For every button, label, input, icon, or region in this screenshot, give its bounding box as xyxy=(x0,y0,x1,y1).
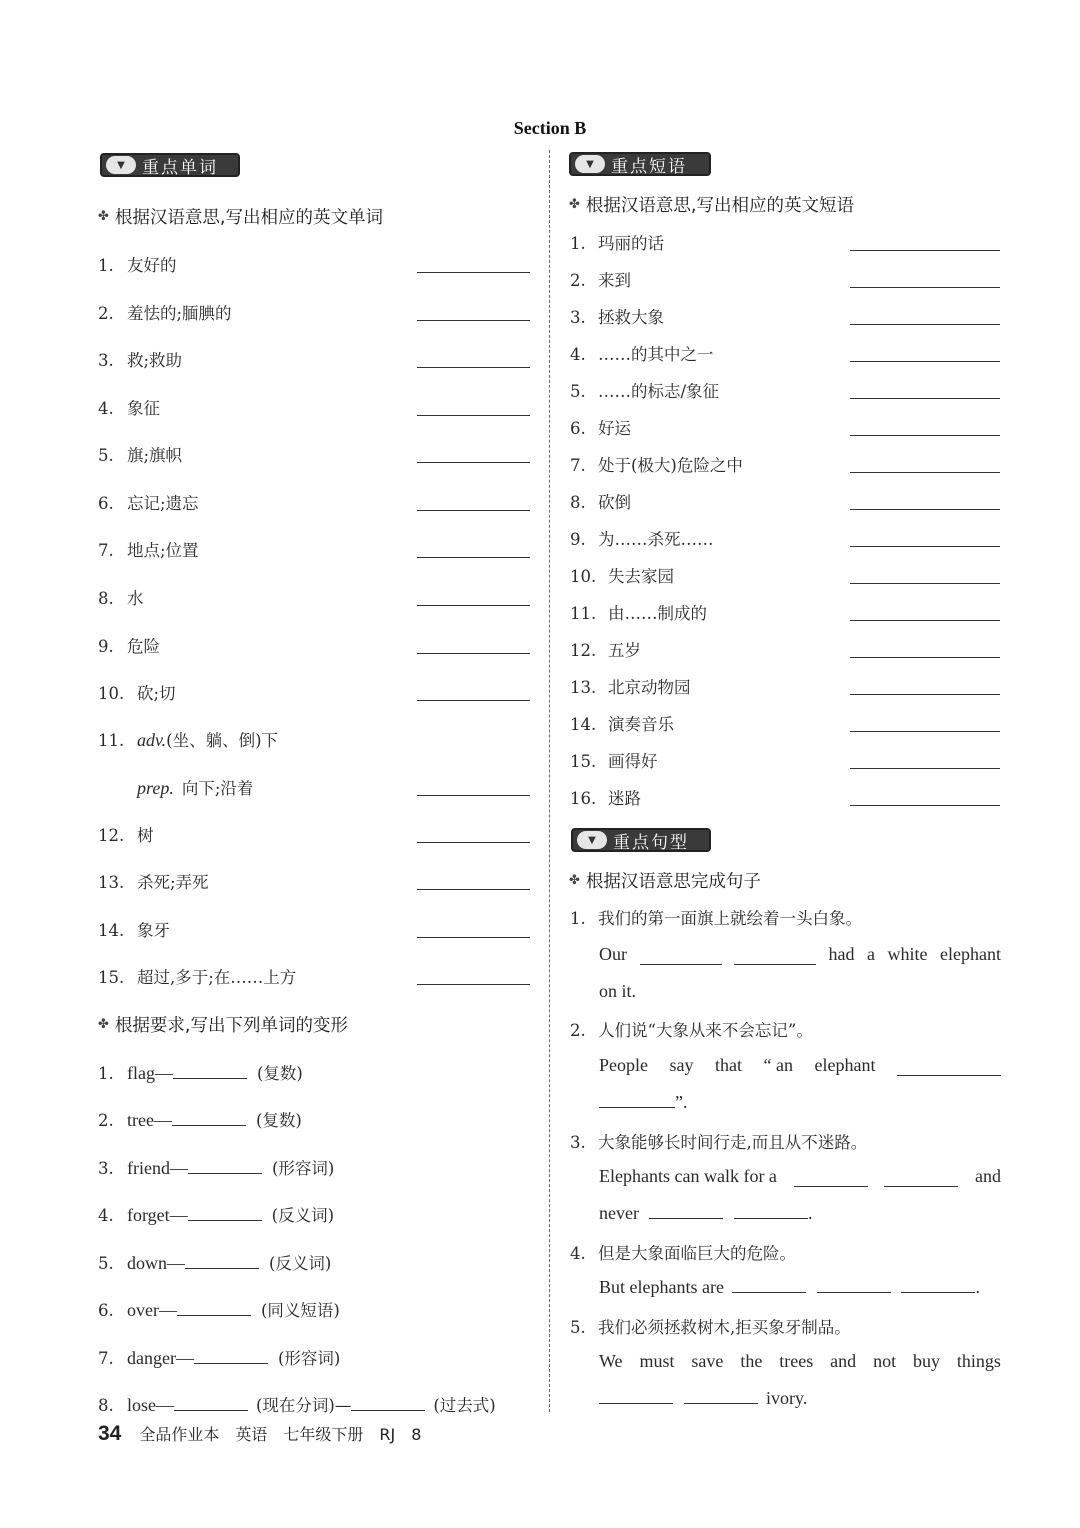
answer-blank[interactable] xyxy=(884,1172,958,1187)
answer-blank[interactable] xyxy=(173,1064,247,1079)
answer-blank[interactable] xyxy=(177,1301,251,1316)
answer-blank[interactable] xyxy=(649,1204,723,1219)
answer-blank[interactable] xyxy=(901,1278,975,1293)
sentence-4-line: But elephants are . xyxy=(599,1277,980,1297)
answer-blank[interactable] xyxy=(417,320,530,321)
answer-blank[interactable] xyxy=(417,889,530,890)
answer-blank[interactable] xyxy=(417,795,530,796)
answer-blank[interactable] xyxy=(599,1093,675,1108)
word-item: 13. 杀死;弄死 xyxy=(98,873,209,892)
column-divider xyxy=(549,150,550,1412)
phrase-item: 5. ……的标志/象征 xyxy=(570,382,720,401)
form-item: 4. forget— (反义词) xyxy=(98,1205,335,1225)
answer-blank[interactable] xyxy=(850,324,1000,325)
sentence-3-prompt: 3. 大象能够长时间行走,而且从不迷路。 xyxy=(570,1133,868,1152)
answer-blank[interactable] xyxy=(185,1254,259,1269)
answer-blank[interactable] xyxy=(850,361,1000,362)
answer-blank[interactable] xyxy=(417,462,530,463)
answer-blank[interactable] xyxy=(734,950,816,965)
word-item: 8. 水 xyxy=(98,589,144,608)
phrase-item: 3. 拯救大象 xyxy=(570,308,664,327)
form-item: 5. down— (反义词) xyxy=(98,1253,332,1273)
answer-blank[interactable] xyxy=(850,694,1000,695)
phrase-item: 10. 失去家园 xyxy=(570,567,674,586)
answer-blank[interactable] xyxy=(417,367,530,368)
word-item: 12. 树 xyxy=(98,826,154,845)
phrase-item: 9. 为……杀死…… xyxy=(570,530,714,549)
answer-blank[interactable] xyxy=(850,250,1000,251)
word-item: 7. 地点;位置 xyxy=(98,541,199,560)
phrase-item: 12. 五岁 xyxy=(570,641,641,660)
page-footer: 34 全品作业本 英语 七年级下册 RJ 8 xyxy=(98,1422,422,1445)
word-item: 11. adv.(坐、躺、倒)下 xyxy=(98,730,279,750)
form-item: 3. friend— (形容词) xyxy=(98,1158,335,1178)
answer-blank[interactable] xyxy=(850,509,1000,510)
answer-blank[interactable] xyxy=(850,768,1000,769)
section-title: Section B xyxy=(513,118,587,138)
word-item: 3. 救;救助 xyxy=(98,351,183,370)
answer-blank[interactable] xyxy=(172,1111,246,1126)
sentence-3-line: Elephants can walk for a and xyxy=(599,1166,1001,1186)
chevron-down-icon: ▼ xyxy=(577,831,607,849)
page-number: 34 xyxy=(98,1422,122,1445)
banner-label: 重点单词 xyxy=(142,157,218,178)
phrase-item: 11. 由……制成的 xyxy=(570,604,707,623)
answer-blank[interactable] xyxy=(417,605,530,606)
answer-blank[interactable] xyxy=(850,731,1000,732)
answer-blank[interactable] xyxy=(640,950,722,965)
answer-blank[interactable] xyxy=(850,398,1000,399)
answer-blank[interactable] xyxy=(684,1389,758,1404)
phrase-item: 1. 玛丽的话 xyxy=(570,234,664,253)
sentence-4-prompt: 4. 但是大象面临巨大的危险。 xyxy=(570,1244,796,1263)
phrase-item: 7. 处于(极大)危险之中 xyxy=(570,456,743,475)
phrase-item: 4. ……的其中之一 xyxy=(570,345,714,364)
sentence-2-line: People say that “ an elephant xyxy=(599,1055,1001,1076)
answer-blank[interactable] xyxy=(417,415,530,416)
banner-key-phrases xyxy=(569,152,711,176)
phrase-item: 14. 演奏音乐 xyxy=(570,715,674,734)
form-item: 6. over— (同义短语) xyxy=(98,1300,340,1320)
answer-blank[interactable] xyxy=(734,1204,808,1219)
answer-blank[interactable] xyxy=(732,1278,806,1293)
sentence-3-end: never . xyxy=(599,1203,813,1223)
answer-blank[interactable] xyxy=(417,700,530,701)
sentence-2-prompt: 2. 人们说“大象从来不会忘记”。 xyxy=(570,1021,813,1040)
phrase-item: 15. 画得好 xyxy=(570,752,658,771)
banner-label: 重点句型 xyxy=(613,832,689,853)
banner-key-words xyxy=(100,153,240,177)
answer-blank[interactable] xyxy=(850,287,1000,288)
chevron-down-icon: ▼ xyxy=(575,155,605,173)
form-item: 1. flag— (复数) xyxy=(98,1063,303,1083)
answer-blank[interactable] xyxy=(850,657,1000,658)
answer-blank[interactable] xyxy=(897,1061,1001,1076)
word-item: 1. 友好的 xyxy=(98,256,177,275)
task-heading-words: ✤ 根据汉语意思,写出相应的英文单词 xyxy=(98,208,383,228)
banner-label: 重点短语 xyxy=(611,156,687,177)
word-item: 6. 忘记;遗忘 xyxy=(98,494,199,513)
answer-blank[interactable] xyxy=(850,805,1000,806)
sentence-1-line: Our had a white elephant xyxy=(599,944,1001,964)
word-item: 4. 象征 xyxy=(98,399,160,418)
word-item: 9. 危险 xyxy=(98,637,160,656)
clover-icon: ✤ xyxy=(569,873,578,888)
phrase-item: 6. 好运 xyxy=(570,419,631,438)
clover-icon: ✤ xyxy=(98,1017,107,1032)
answer-blank[interactable] xyxy=(850,435,1000,436)
form-item: 7. danger— (形容词) xyxy=(98,1348,341,1368)
answer-blank[interactable] xyxy=(850,583,1000,584)
word-item: 5. 旗;旗帜 xyxy=(98,446,183,465)
answer-blank[interactable] xyxy=(794,1172,868,1187)
answer-blank[interactable] xyxy=(188,1159,262,1174)
phrase-item: 16. 迷路 xyxy=(570,789,641,808)
word-item: 10. 砍;切 xyxy=(98,684,176,703)
answer-blank[interactable] xyxy=(417,653,530,654)
sentence-5-line: We must save the trees and not buy things xyxy=(599,1351,1001,1371)
sentence-1-end: on it. xyxy=(599,981,637,1001)
phrase-item: 13. 北京动物园 xyxy=(570,678,691,697)
sentence-5-prompt: 5. 我们必须拯救树木,拒买象牙制品。 xyxy=(570,1318,851,1337)
answer-blank[interactable] xyxy=(417,984,530,985)
answer-blank[interactable] xyxy=(817,1278,891,1293)
task-heading-forms: ✤ 根据要求,写出下列单词的变形 xyxy=(98,1016,348,1036)
word-item: 14. 象牙 xyxy=(98,921,170,940)
answer-blank[interactable] xyxy=(417,842,530,843)
answer-blank[interactable] xyxy=(174,1396,248,1411)
clover-icon: ✤ xyxy=(569,197,578,212)
word-item: 2. 羞怯的;腼腆的 xyxy=(98,304,232,323)
answer-blank[interactable] xyxy=(417,557,530,558)
clover-icon: ✤ xyxy=(98,209,107,224)
answer-blank[interactable] xyxy=(850,620,1000,621)
sentence-2-end: ”. xyxy=(599,1092,688,1113)
form-item: 2. tree— (复数) xyxy=(98,1110,302,1130)
task-heading-phrases: ✤ 根据汉语意思,写出相应的英文短语 xyxy=(569,196,854,216)
answer-blank[interactable] xyxy=(599,1389,673,1404)
task-heading-sentences: ✤ 根据汉语意思完成句子 xyxy=(569,872,761,892)
word-item-sub: prep. 向下;沿着 xyxy=(137,778,254,798)
answer-blank[interactable] xyxy=(188,1206,262,1221)
answer-blank[interactable] xyxy=(417,937,530,938)
answer-blank[interactable] xyxy=(351,1396,425,1411)
word-item: 15. 超过,多于;在……上方 xyxy=(98,968,297,987)
sentence-5-end: ivory. xyxy=(599,1388,807,1409)
answer-blank[interactable] xyxy=(850,472,1000,473)
phrase-item: 2. 来到 xyxy=(570,271,631,290)
answer-blank[interactable] xyxy=(417,510,530,511)
answer-blank[interactable] xyxy=(417,272,530,273)
answer-blank[interactable] xyxy=(194,1349,268,1364)
chevron-down-icon: ▼ xyxy=(106,156,136,174)
answer-blank[interactable] xyxy=(850,546,1000,547)
form-item: 8. lose— (现在分词)— (过去式) xyxy=(98,1395,496,1415)
banner-key-sentences xyxy=(571,828,711,852)
phrase-item: 8. 砍倒 xyxy=(570,493,631,512)
sentence-1-prompt: 1. 我们的第一面旗上就绘着一头白象。 xyxy=(570,909,862,928)
